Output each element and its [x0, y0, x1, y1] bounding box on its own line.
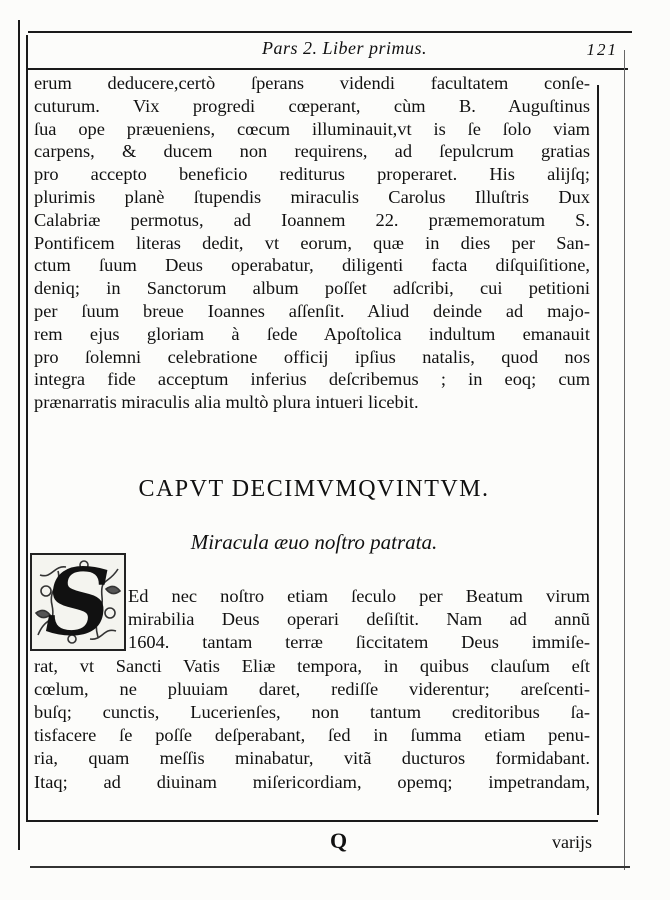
text-line: ctum ſuum Deus operabatur, diligenti facta diſquiſitione, — [34, 255, 590, 276]
outer-right-rule — [624, 50, 625, 870]
text-line: buſq; cunctis, Lucerienſes, non tantum creditoribus ſa- — [34, 702, 590, 723]
body-text — [34, 72, 590, 414]
footer-rule — [30, 866, 630, 868]
text-line: pro accepto beneficio rediturus properaret. His alijſq; — [34, 164, 590, 185]
right-frame-rule — [597, 85, 599, 815]
inner-left-rule — [26, 35, 28, 822]
text-line: plurimis planè ſtupendis miraculis Carolus Illuſtris Dux — [34, 186, 590, 207]
chapter-text — [34, 585, 590, 794]
text-line: Calabriæ permotus, ad Ioannem 22. præmemoratum S. — [34, 209, 590, 230]
text-line: pro ſolemni celebratione officij ipſius natalis, quod nos — [34, 346, 590, 367]
text-line: tisfacere ſe poſſe deſperabant, ſed in ſumma etiam penu- — [34, 725, 590, 746]
text-line: mirabilia Deus operari deſiſtit. Nam ad annũ — [128, 609, 590, 630]
drop-cap-letter: S — [44, 553, 112, 651]
text-line: Pontificem literas dedit, vt eorum, quæ in dies per San- — [34, 232, 590, 253]
text-line: integra fide acceptum inferius deſcribemus ; in eoq; cum — [34, 369, 590, 390]
catchword: varijs — [552, 832, 592, 852]
running-head: Pars 2. Liber primus. — [262, 38, 428, 58]
text-line: ſua ope præueniens, cœcum illuminauit,vt is ſe ſolo viam — [34, 118, 590, 139]
text-line: Ed nec noſtro etiam ſeculo per Beatum virum — [128, 586, 590, 606]
text-line: Itaq; ad diuinam miſericordiam, opemq; impetrandam, — [34, 771, 590, 792]
page-header — [30, 36, 626, 66]
chapter-subtitle: Miracula æuo noſtro patrata. — [190, 530, 438, 554]
top-rule — [28, 31, 632, 33]
text-line: cuturum. Vix progredi cœperant, cùm B. Auguſtinus — [34, 95, 590, 116]
text-line: cœlum, ne pluuiam daret, rediſſe viderentur; areſcenti- — [34, 678, 590, 699]
left-frame-rule — [18, 20, 20, 850]
signature-mark: Q — [330, 828, 348, 853]
text-line: carpens, & ducem non requirens, ad ſepulcrum gratias — [34, 141, 590, 162]
text-line: prænarratis miraculis alia multò plura intueri licebit. — [34, 392, 419, 413]
text-line: deniq; in Sanctorum album poſſet adſcribi, cui petitioni — [34, 278, 590, 299]
page-number: 121 — [586, 40, 618, 59]
text-line: 1604. tantam terræ ſiccitatem Deus immiſe- — [128, 632, 590, 653]
text-line: erum deducere,certò ſperans videndi facultatem conſe- — [34, 73, 590, 93]
text-line: rat, vt Sancti Vatis Eliæ tempora, in quibus clauſum eſt — [34, 655, 590, 676]
chapter-title: CAPVT DECIMVMQVINTVM. — [138, 476, 490, 502]
header-rule — [28, 68, 628, 70]
bottom-rule — [28, 820, 598, 822]
text-line: ria, quam meſſis minabatur, vitã ducturos formidabant. — [34, 748, 590, 769]
text-line: rem ejus gloriam à ſede Apoſtolica indultum emanauit — [34, 323, 590, 344]
text-line: per ſuum breue Ioannes aſſenſit. Aliud deinde ad majo- — [34, 300, 590, 321]
